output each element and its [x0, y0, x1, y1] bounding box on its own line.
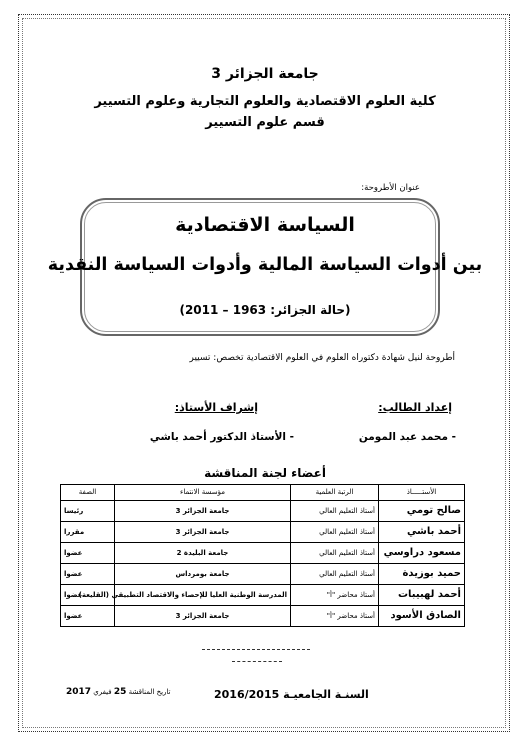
- defense-date-month: فيفري: [93, 688, 112, 696]
- member-institution: جامعة الجزائر 3: [115, 522, 291, 543]
- col-rank: الرتبة العلمية: [291, 485, 379, 501]
- member-institution: جامعة بومرداس: [115, 564, 291, 585]
- committee-row: [61, 501, 465, 522]
- member-role: عضوا: [61, 606, 115, 627]
- committee-row: [61, 585, 465, 606]
- defense-date-label: تاريخ المناقشة: [128, 688, 171, 696]
- member-rank: أستاذ محاضر "أ": [291, 606, 379, 627]
- faculty-name: كلية العلوم الاقتصادية والعلوم التجارية وعلوم التسيير: [94, 94, 436, 109]
- title-label: عنوان الأطروحة:: [361, 183, 420, 193]
- member-name: مسعود دراوسي: [379, 543, 465, 564]
- committee-row: [61, 606, 465, 627]
- member-role: رئيسا: [61, 501, 115, 522]
- member-institution: جامعة البليدة 2: [115, 543, 291, 564]
- member-institution: جامعة الجزائر 3: [115, 501, 291, 522]
- committee-title: أعضاء لجنة المناقشة: [204, 466, 326, 480]
- member-role: عضوا: [61, 564, 115, 585]
- defense-date-year: 2017: [66, 687, 92, 697]
- col-institution: مؤسسة الانتماء: [115, 485, 291, 501]
- member-role: مقررا: [61, 522, 115, 543]
- committee-header-row: [61, 485, 465, 501]
- thesis-title-line3: (حالة الجزائر: 1963 – 2011): [179, 303, 351, 317]
- committee-row: [61, 564, 465, 585]
- student-label: إعداد الطالب:: [378, 401, 452, 414]
- member-name: صالح تومي: [379, 501, 465, 522]
- member-name: أحمد لهبيبات: [379, 585, 465, 606]
- member-institution: جامعة الجزائر 3: [115, 606, 291, 627]
- member-name: أحمد باشي: [379, 522, 465, 543]
- member-role: عضوا: [61, 585, 115, 606]
- committee-row: [61, 543, 465, 564]
- signature-divider: [202, 649, 310, 650]
- member-rank: أستاذ محاضر "أ": [291, 585, 379, 606]
- defense-date-day: 25: [113, 687, 127, 697]
- thesis-title-line1: السياسة الاقتصادية: [175, 214, 355, 236]
- member-name: الصادق الأسود: [379, 606, 465, 627]
- col-professor: الأستـــــاذ: [379, 485, 465, 501]
- supervisor-label: إشراف الأستاذ:: [174, 401, 258, 414]
- col-role: الصفة: [61, 485, 115, 501]
- signature-divider-short: [232, 661, 282, 662]
- member-role: عضوا: [61, 543, 115, 564]
- supervisor-name: - الأستاذ الدكتور أحمد باشي: [149, 431, 294, 443]
- thesis-title-line2: بين أدوات السياسة المالية وأدوات السياسة النقدية: [47, 255, 483, 275]
- member-rank: أستاذ التعليم العالي: [291, 522, 379, 543]
- department-name: قسم علوم التسيير: [205, 115, 325, 130]
- committee-row: [61, 522, 465, 543]
- academic-year: السنـة الجامعيـة 2016/2015: [214, 688, 369, 701]
- university-name: جامعة الجزائر 3: [211, 66, 319, 82]
- thesis-statement: أطروحة لنيل شهادة دكتوراه العلوم في العلوم الاقتصادية تخصص: تسيير: [189, 353, 455, 363]
- member-rank: أستاذ التعليم العالي: [291, 543, 379, 564]
- defense-date: [66, 687, 171, 697]
- committee-table: [60, 484, 465, 627]
- member-rank: أستاذ التعليم العالي: [291, 501, 379, 522]
- member-institution: المدرسة الوطنية العليا للإحصاء والاقتصاد التطبيقي (القليعة): [115, 585, 291, 606]
- member-rank: أستاذ التعليم العالي: [291, 564, 379, 585]
- member-name: حميد بوزيدة: [379, 564, 465, 585]
- student-name: - محمد عبد المومن: [358, 431, 456, 443]
